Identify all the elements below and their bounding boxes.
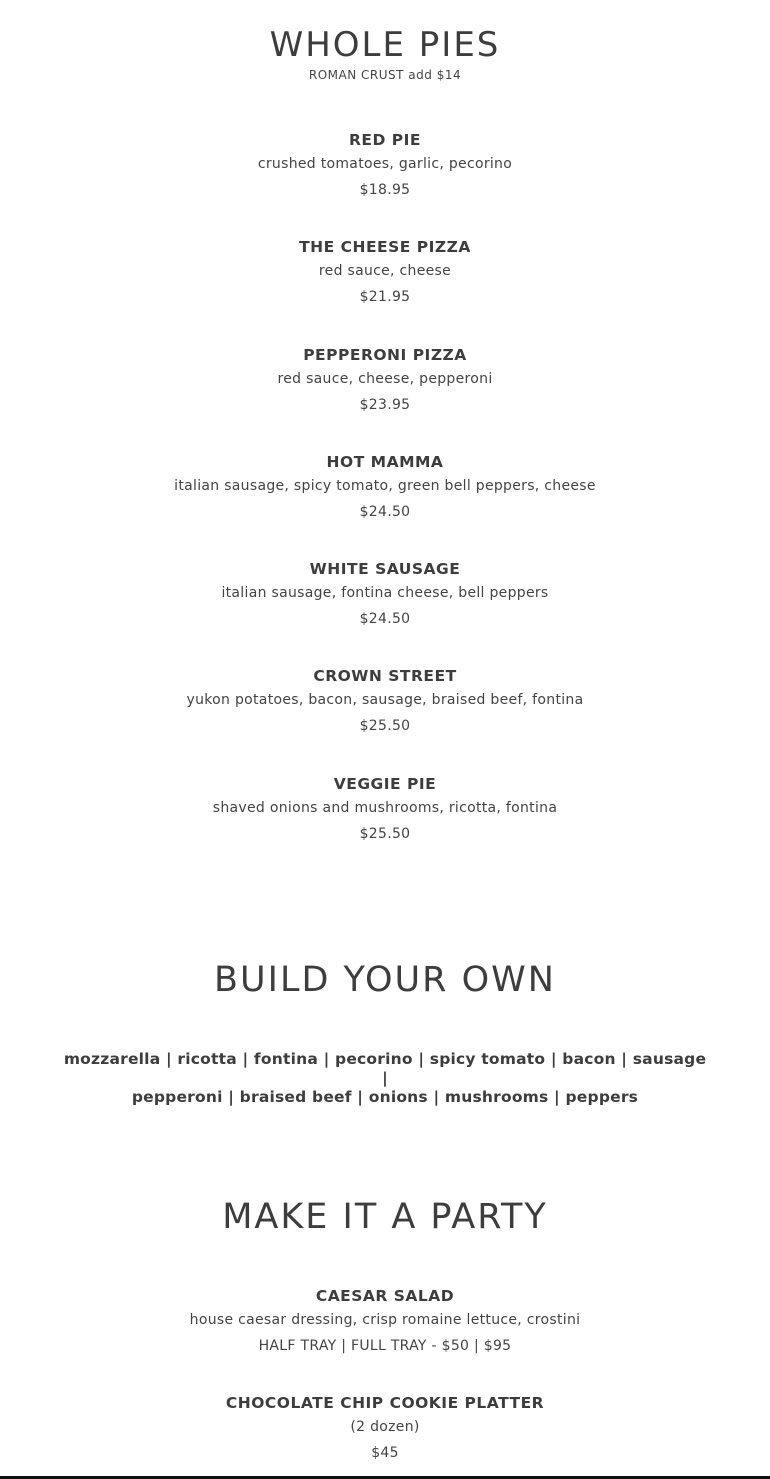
menu-item-hot-mamma: [0, 450, 770, 525]
toppings-line-2: pepperoni | braised beef | onions | mushrooms | peppers: [131, 1088, 639, 1106]
item-name: CHOCOLATE CHIP COOKIE PLATTER: [225, 1394, 545, 1412]
item-price: $18.95: [359, 182, 411, 198]
item-price: $45: [371, 1445, 399, 1461]
section-title-make-it-a-party: MAKE IT A PARTY: [222, 1197, 548, 1237]
item-description: (2 dozen): [350, 1419, 420, 1435]
item-description: italian sausage, fontina cheese, bell peppers: [221, 585, 549, 601]
menu-item-cheese-pizza: [0, 235, 770, 310]
roman-crust-note: ROMAN CRUST add $14: [308, 68, 462, 82]
item-description: italian sausage, spicy tomato, green bell peppers, cheese: [174, 478, 596, 494]
item-name: VEGGIE PIE: [333, 775, 437, 793]
menu-item-caesar-salad: [0, 1284, 770, 1359]
item-description: red sauce, cheese, pepperoni: [277, 371, 493, 387]
item-description: red sauce, cheese: [318, 263, 452, 279]
item-price: $23.95: [359, 397, 411, 413]
item-name: RED PIE: [348, 131, 421, 149]
item-description: yukon potatoes, bacon, sausage, braised beef, fontina: [186, 692, 584, 708]
item-price: HALF TRAY | FULL TRAY - $50 | $95: [258, 1338, 512, 1354]
item-name: WHITE SAUSAGE: [309, 560, 461, 578]
item-price: $24.50: [359, 504, 411, 520]
item-price: $24.50: [359, 611, 411, 627]
menu-item-white-sausage: [0, 557, 770, 632]
item-description: house caesar dressing, crisp romaine lettuce, crostini: [189, 1312, 581, 1328]
toppings-list: [60, 1050, 710, 1107]
menu-item-crown-street: [0, 664, 770, 739]
item-description: crushed tomatoes, garlic, pecorino: [257, 156, 513, 172]
section-title-whole-pies: WHOLE PIES: [269, 25, 501, 65]
item-price: $25.50: [359, 826, 411, 842]
item-name: HOT MAMMA: [326, 453, 444, 471]
item-name: THE CHEESE PIZZA: [299, 238, 471, 256]
menu-item-veggie-pie: [0, 772, 770, 847]
section-title-build-your-own: BUILD YOUR OWN: [214, 960, 556, 1000]
item-name: PEPPERONI PIZZA: [303, 346, 467, 364]
toppings-line-1: mozzarella | ricotta | fontina | pecorino | spicy tomato | bacon | sausage |: [63, 1050, 707, 1087]
menu-item-cookie-platter: [0, 1391, 770, 1466]
item-price: $25.50: [359, 718, 411, 734]
item-name: CAESAR SALAD: [315, 1287, 455, 1305]
menu-item-pepperoni-pizza: [0, 343, 770, 418]
menu-item-red-pie: [0, 128, 770, 203]
item-price: $21.95: [359, 289, 411, 305]
item-name: CROWN STREET: [313, 667, 457, 685]
item-description: shaved onions and mushrooms, ricotta, fontina: [212, 800, 558, 816]
